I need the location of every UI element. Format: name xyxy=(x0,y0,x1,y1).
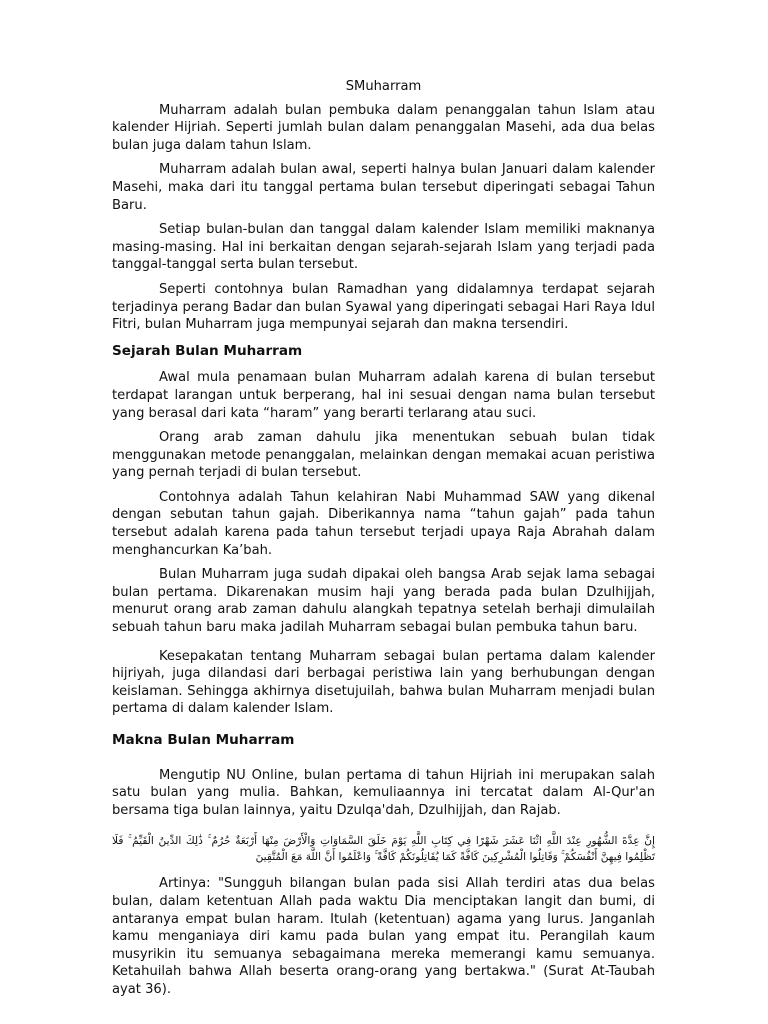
document-title: SMuharram xyxy=(345,79,422,94)
sejarah-paragraph-2: Orang arab zaman dahulu jika menentukan sebuah bulan tidak menggunakan metode penanggalan, melainkan dengan memakai acuan peristiwa yang pernah terjadi di bulan tersebut. xyxy=(112,430,655,481)
makna-paragraph-1: Mengutip NU Online, bulan pertama di tahun Hijriah ini merupakan salah satu bulan yang mulia. Bahkan, kemuliaannya ini tercatat dalam Al-Qur'an bersama tiga bulan lainnya, yaitu Dzulqa'dah, Dzulhijjah, dan Rajab. xyxy=(112,767,655,818)
section-heading-sejarah: Sejarah Bulan Muharram xyxy=(112,342,303,359)
intro-paragraph-2: Muharram adalah bulan awal, seperti halnya bulan Januari dalam kalender Masehi, maka dari itu tanggal pertama bulan tersebut diperingati sebagai Tahun Baru. xyxy=(112,162,655,213)
arabic-verse: إِنَّ عِدَّةَ الشُّهُورِ عِنْدَ اللَّهِ اثْنَا عَشَرَ شَهْرًا فِي كِتَابِ اللَّهِ يَوْمَ خَلَقَ السَّمَاوَاتِ وَالْأَرْضَ مِنْهَا أَرْبَعَةٌ حُرُمٌ ۚ ذَٰلِكَ الدِّينُ الْقَيِّمُ ۚ فَلَا تَظْلِمُوا فِيهِنَّ أَنْفُسَكُمْ ۚ وَقَاتِلُوا الْمُشْرِكِينَ كَافَّةً كَمَا يُقَاتِلُونَكُمْ كَافَّةً ۚ وَاعْلَمُوا أَنَّ اللَّهَ مَعَ الْمُتَّقِينَ xyxy=(112,835,655,864)
intro-paragraph-4: Seperti contohnya bulan Ramadhan yang didalamnya terdapat sejarah terjadinya perang Badar dan bulan Syawal yang diperingati sebagai Hari Raya Idul Fitri, bulan Muharram juga mempunyai sejarah dan makna tersendiri. xyxy=(112,281,655,333)
sejarah-paragraph-5: Kesepakatan tentang Muharram sebagai bulan pertama dalam kalender hijriyah, juga dilandasi dari berbagai peristiwa lain yang berhubungan dengan keislaman. Sehingga akhirnya disetujuilah, bahwa bulan Muharram menjadi bulan pertama di dalam kalender Islam. xyxy=(112,648,655,717)
section-heading-makna: Makna Bulan Muharram xyxy=(112,732,295,748)
sejarah-paragraph-3: Contohnya adalah Tahun kelahiran Nabi Muhammad SAW yang dikenal dengan sebutan tahun gajah. Diberikannya nama “tahun gajah” pada tahun tersebut adalah karena pada tahun tersebut terjadi upaya Raja Abrahah dalam menghancurkan Ka’bah. xyxy=(112,489,655,558)
document-page xyxy=(112,78,655,999)
sejarah-paragraph-4: Bulan Muharram juga sudah dipakai oleh bangsa Arab sejak lama sebagai bulan pertama. Dikarenakan musim haji yang berada pada bulan Dzulhijjah, menurut orang arab zaman dahulu alangkah tepatnya setelah berhaji dimulailah sebuah tahun baru maka jadilah Muharram sebagai bulan pembuka tahun baru. xyxy=(112,567,655,636)
intro-paragraph-1: Muharram adalah bulan pembuka dalam penanggalan tahun Islam atau kalender Hijriah. Seperti jumlah bulan dalam penanggalan Masehi, ada dua belas bulan juga dalam tahun Islam. xyxy=(112,102,655,153)
verse-translation: Artinya: "Sungguh bilangan bulan pada sisi Allah terdiri atas dua belas bulan, dalam ketentuan Allah pada waktu Dia menciptakan langit dan bumi, di antaranya empat bulan haram. Itulah (ketentuan) agama yang lurus. Janganlah kamu menganiaya diri kamu pada bulan yang empat itu. Perangilah kaum musyrikin itu semuanya sebagaimana mereka memerangi kamu semuanya. Ketahuilah bahwa Allah beserta orang-orang yang bertakwa." (Surat At-Taubah ayat 36). xyxy=(112,876,655,997)
sejarah-paragraph-1: Awal mula penamaan bulan Muharram adalah karena di bulan tersebut terdapat larangan untuk berperang, hal ini sesuai dengan nama bulan tersebut yang berasal dari kata “haram” yang berarti terlarang atau suci. xyxy=(112,370,655,421)
intro-paragraph-3: Setiap bulan-bulan dan tanggal dalam kalender Islam memiliki maknanya masing-masing. Hal ini berkaitan dengan sejarah-sejarah Islam yang terjadi pada tanggal-tanggal serta bulan tersebut. xyxy=(112,222,655,273)
